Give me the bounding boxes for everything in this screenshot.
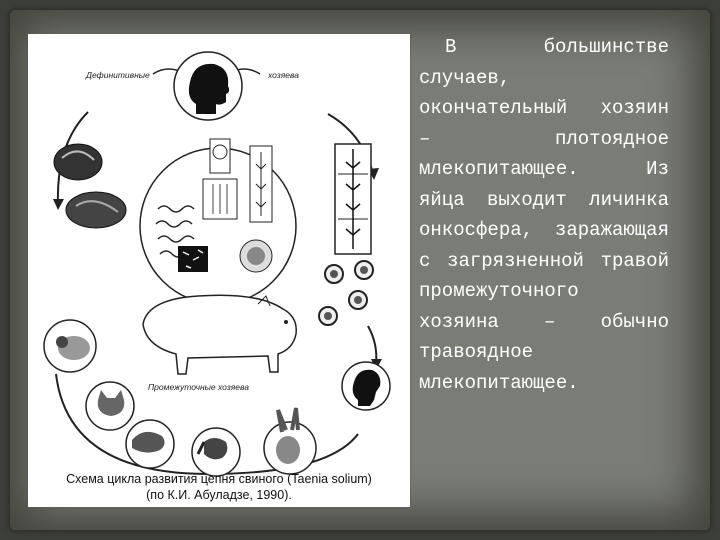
rabbit-icon: [264, 408, 316, 474]
tapeworm-stages-circle: [140, 139, 296, 304]
human-head-small-icon: [342, 362, 390, 410]
dog-icon: [192, 428, 240, 476]
figure-caption-line1: Схема цикла развития цепня свиного (Taenia solium): [66, 472, 372, 486]
eggs-icon: [319, 261, 373, 325]
arrowhead-left: [53, 199, 64, 210]
life-cycle-diagram: [28, 34, 410, 507]
diagram-illustration: [28, 34, 410, 507]
sheep-icon: [44, 320, 96, 372]
boar-icon: [126, 420, 174, 468]
label-intermediate: Промежуточные хозяева: [148, 382, 249, 392]
figure-caption-line2: (по К.И. Абуладзе, 1990).: [146, 488, 292, 502]
label-host: хозяева: [268, 70, 299, 80]
paragraph-text: В большинстве случаев, окончательный хозяин – плотоядное млекопитающее. Из яйца выходит личинка онкосфера, заражающая с загрязненной травой промежуточного хозяина – обычно травоядное млекопитающее.: [419, 36, 669, 394]
proglottid-icon: [335, 144, 371, 254]
arrow-to-human: [368, 326, 376, 364]
slide-body-text: [419, 32, 669, 398]
human-head-icon: [174, 52, 242, 120]
meat-icon: [54, 144, 126, 228]
pig-icon: [143, 295, 296, 374]
label-definitive: Дефинитивные: [86, 70, 150, 80]
cat-icon: [86, 382, 134, 430]
